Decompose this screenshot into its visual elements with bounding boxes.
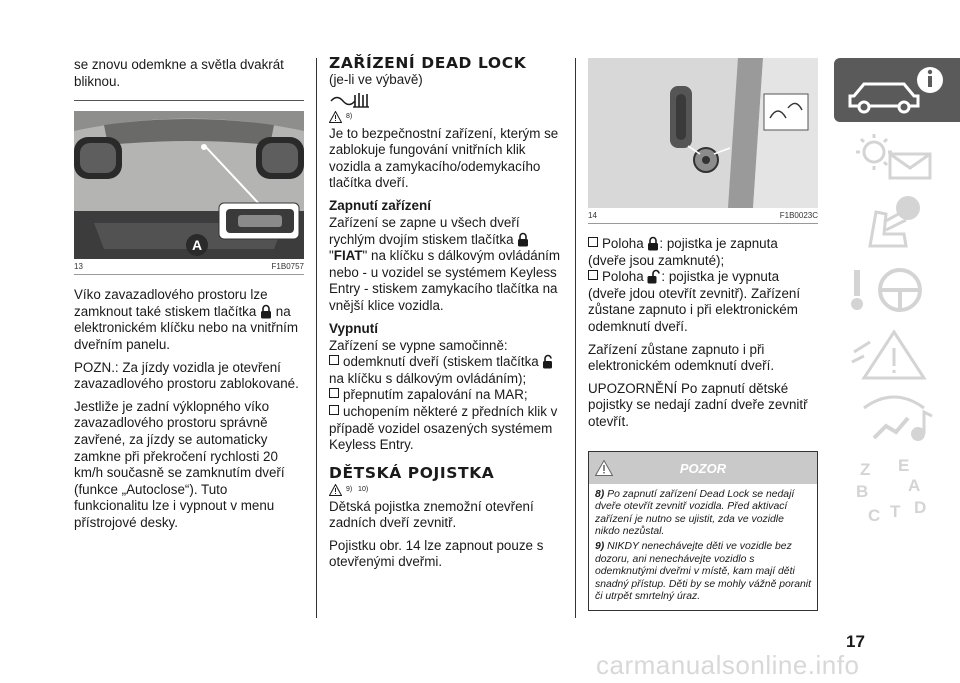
warning-reference	[329, 111, 561, 123]
warning-box-header	[589, 452, 817, 484]
dealer-option-icon	[329, 91, 373, 109]
tab-warning-lights[interactable]	[834, 124, 960, 188]
deactivation-intro: Zařízení se vypne samočinně:	[329, 337, 508, 353]
index-letter: B	[856, 482, 869, 501]
index-letter: E	[898, 456, 910, 475]
warning-item-8	[595, 489, 811, 539]
bullet-box	[588, 237, 598, 247]
index-letter: T	[890, 502, 901, 521]
figure-13	[74, 111, 304, 259]
figure-13-caption	[74, 262, 304, 271]
list-item	[329, 387, 561, 404]
list-item	[329, 404, 561, 454]
column-divider-1	[316, 58, 317, 618]
autoclose-paragraph: Jestliže je zadní výklopného víko zavazadlového prostoru správně zavřené, za jízdy se automaticky zamkne při překročení rychlosti 20 km/h současně se zamknutím dveří (funkce „Autoclose“). Tuto funkcionalitu lze i vypnout v menu přístrojové desky.	[74, 398, 285, 530]
steering-wheel-icon	[834, 256, 960, 320]
bullet-box	[588, 270, 598, 280]
activation-paragraph: Zařízení se zapne u všech dveří rychlým dvojím stiskem tlačítka "FIAT" na klíčku s dálkovým ovládáním nebo - u vozidel se systémem Keyless Entry - stiskem zamykacího tlačítka na vnější klice vozidla.	[329, 214, 561, 313]
bullet-box	[329, 388, 339, 398]
warning-box	[588, 451, 818, 611]
page-number: 17	[846, 632, 865, 651]
text: přepnutím zapalování na MAR;	[343, 387, 528, 403]
airbag-seat-icon	[834, 190, 960, 254]
index-letter: A	[908, 476, 921, 495]
tab-alphabetical-index[interactable]	[834, 454, 960, 538]
figure-number: 13	[74, 262, 83, 272]
text: Po zapnutí zařízení Dead Lock se nedají dveře otevřít zevnitř vozidla. Před aktivací zařízení je nutno se ujistit, zda ve vozidle nikdo nezůstal.	[595, 488, 795, 538]
warning-triangle-icon	[329, 111, 342, 123]
warning-reference	[329, 484, 561, 496]
figure-code: F1B0023C	[779, 211, 818, 220]
tab-starting-driving[interactable]	[834, 256, 960, 320]
tab-multimedia[interactable]	[834, 388, 960, 452]
trunk-lock-paragraph	[74, 287, 304, 353]
index-letter: D	[914, 498, 927, 517]
text: Zařízení se zapne u všech dveří rychlým dvojím stiskem tlačítka	[329, 214, 520, 247]
bullet-box	[329, 405, 339, 415]
upozorneni-paragraph: UPOZORNĚNÍ Po zapnutí dětské pojistky se nedají zadní dveře zevnitř otevřít.	[588, 380, 808, 429]
trunk-lock-icon	[260, 304, 272, 319]
text: Poloha	[602, 269, 648, 285]
warning-lights-icon	[834, 124, 960, 188]
text: NIKDY nenechávejte děti ve vozidle bez dozoru, ani nenechávejte vozidlo s odemknutými dveřmi v místě, kam mají děti snadný přístup. Děti by se mohly vážně poranit či utrpět smrtelný úraz.	[595, 540, 812, 603]
text: na elektronickém klíčku nebo na vnitřním dveřním panelu.	[74, 303, 299, 352]
text: Víko zavazadlového prostoru lze zamknout také stiskem tlačítka	[74, 287, 268, 319]
warning-item-9	[595, 541, 811, 604]
text: odemknutí dveří (stiskem tlačítka	[343, 354, 543, 370]
warning-triangle-icon	[329, 484, 342, 496]
callout-badge-a: A	[186, 234, 208, 256]
caption-rule	[74, 274, 304, 275]
warning-number: 9)	[595, 540, 605, 552]
figure-14-caption	[588, 211, 818, 220]
text: : pojistka je zapnuta (dveře jsou zamknuté);	[588, 236, 778, 268]
lock-open-icon	[647, 269, 661, 284]
section-subtitle: (je-li ve výbavě)	[329, 72, 423, 87]
text: uchopením některé z předních klik v případě vozidel osazených systémem Keyless Entry.	[329, 403, 558, 453]
tab-safety[interactable]	[834, 190, 960, 254]
unlock-icon	[542, 354, 553, 369]
watermark: carmanualsonline.info	[596, 650, 860, 680]
figure-14	[588, 58, 818, 208]
warning-refs: 8)	[346, 113, 353, 121]
index-letter: C	[868, 506, 881, 525]
chapter-tabs	[820, 58, 960, 618]
tab-car-info[interactable]	[834, 58, 960, 122]
text: na klíčku s dálkovým ovládáním);	[329, 370, 527, 386]
note-paragraph: Zařízení zůstane zapnuto i při elektronickém odemknutí dveří.	[588, 341, 775, 374]
column-3	[588, 0, 818, 611]
heading-activation: Zapnutí zařízení	[329, 197, 432, 213]
intro-text: se znovu odemkne a světla dvakrát bliknou.	[74, 57, 284, 89]
text: na klíčku s dálkovým ovládáním nebo - u vozidel se systémem Keyless Entry - stiskem zamykacího tlačítka na vnější klice vozidla.	[329, 248, 561, 313]
warning-title: POZOR	[679, 460, 727, 476]
optional-equipment-icon	[329, 91, 561, 109]
figure-13-rule	[74, 100, 304, 101]
list-item	[588, 236, 818, 269]
tab-emergency[interactable]	[834, 322, 960, 386]
bullet-box	[329, 355, 339, 365]
section-title-child-lock: DĚTSKÁ POJISTKA	[329, 463, 495, 482]
warning-number: 8)	[595, 488, 605, 500]
section-title-dead-lock: ZAŘÍZENÍ DEAD LOCK	[329, 54, 527, 72]
child-lock-instructions: Pojistku obr. 14 lze zapnout pouze s otevřenými dveřmi.	[329, 537, 544, 570]
column-2	[329, 0, 561, 577]
child-lock-illustration	[588, 58, 818, 208]
heading-deactivation: Vypnutí	[329, 320, 378, 336]
road-warning-icon	[834, 322, 960, 386]
list-item	[588, 269, 818, 335]
note-paragraph: POZN.: Za jízdy vozidla je otevření zavazadlového prostoru zablokované.	[74, 359, 299, 392]
text: Poloha	[602, 236, 648, 251]
brand-name: FIAT	[333, 248, 363, 264]
index-letter: Z	[860, 460, 871, 479]
column-divider-2	[575, 58, 576, 618]
warning-refs: 9) 10)	[346, 486, 369, 494]
column-1	[74, 0, 304, 538]
dead-lock-description: Je to bezpečnostní zařízení, kterým se zablokuje fungování vnitřních klik vozidla a zamykacího/odemykacího tlačítka dveří.	[329, 125, 559, 191]
warning-box-body	[589, 484, 817, 610]
lock-icon	[517, 232, 529, 247]
caption-rule	[588, 223, 818, 224]
figure-code: F1B0757	[271, 262, 304, 272]
figure-number: 14	[588, 211, 597, 220]
car-info-icon	[834, 58, 960, 122]
list-item	[329, 354, 561, 387]
media-phone-icon	[834, 388, 960, 452]
lock-closed-icon	[647, 236, 659, 251]
text: : pojistka je vypnuta (dveře jdou otevřít zevnitř). Zařízení zůstane zapnuto i při elektronickém odemknutí dveří.	[588, 269, 801, 334]
child-lock-description: Dětská pojistka znemožní otevření zadních dveří zevnitř.	[329, 498, 534, 531]
